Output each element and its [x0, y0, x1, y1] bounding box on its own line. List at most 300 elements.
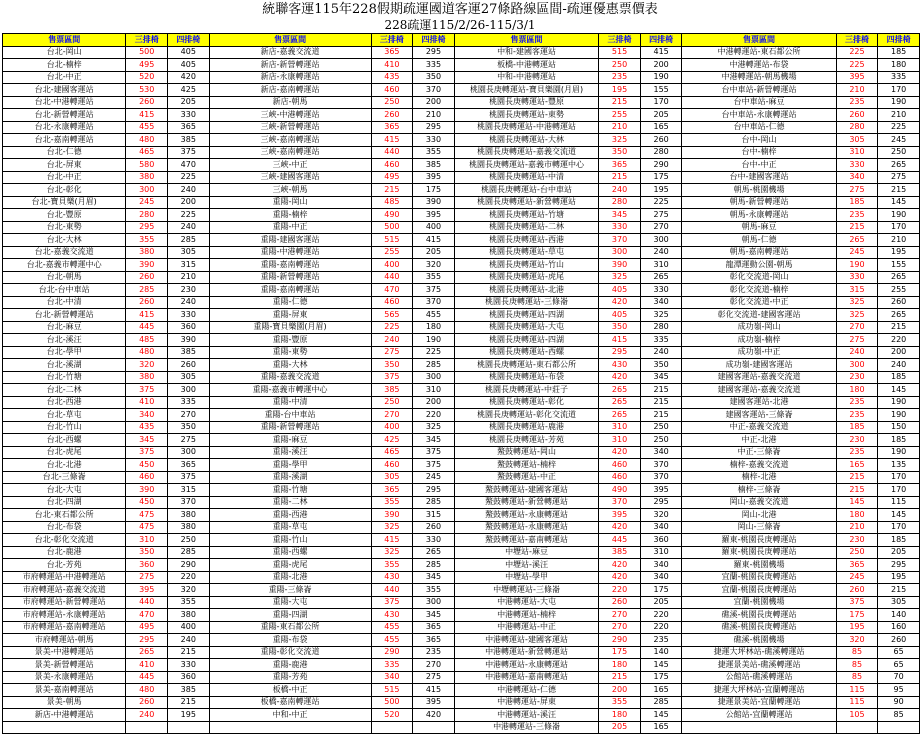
route-cell: 重陽-東石都公所 [209, 621, 371, 634]
route-cell: 台中車站-新營轉運站 [682, 84, 836, 97]
route-cell: 彰化交流道-楠梓 [682, 284, 836, 297]
four-seat-price: 190 [878, 396, 920, 409]
four-seat-price: 215 [168, 646, 210, 659]
three-seat-price: 445 [126, 321, 168, 334]
three-seat-price: 270 [599, 609, 641, 622]
four-seat-price: 175 [413, 184, 455, 197]
four-seat-price: 190 [878, 96, 920, 109]
three-seat-price: 260 [126, 271, 168, 284]
four-seat-price: 415 [640, 46, 682, 59]
three-seat-price: 285 [126, 284, 168, 297]
three-seat-price: 440 [371, 146, 413, 159]
three-seat-price: 445 [599, 534, 641, 547]
route-cell: 市府轉運站-中港轉運站 [3, 571, 126, 584]
route-cell: 景美-嘉南轉運站 [3, 684, 126, 697]
route-cell: 重陽-楠梓 [209, 209, 371, 222]
four-seat-header: 四排椅 [878, 34, 920, 47]
route-cell: 桃園長庚轉運站-竹塘 [454, 209, 598, 222]
four-seat-price: 205 [640, 596, 682, 609]
three-seat-price: 265 [599, 384, 641, 397]
route-cell: 桃園長庚轉運站-台中車站 [454, 184, 598, 197]
three-seat-price: 325 [836, 296, 878, 309]
three-seat-price: 225 [836, 46, 878, 59]
route-cell: 羅東-桃園機場 [682, 559, 836, 572]
three-seat-price: 395 [126, 584, 168, 597]
route-cell: 台北-楠梓 [3, 59, 126, 72]
route-cell: 中正-北港 [682, 434, 836, 447]
three-seat-price: 375 [126, 384, 168, 397]
four-seat-price: 240 [168, 221, 210, 234]
table-row [3, 121, 920, 134]
four-seat-price: 145 [640, 709, 682, 722]
route-cell: 台北-竹塘 [3, 371, 126, 384]
three-seat-price: 365 [371, 484, 413, 497]
four-seat-price: 405 [168, 46, 210, 59]
route-cell: 台中車站-永康轉運站 [682, 109, 836, 122]
three-seat-price: 420 [599, 521, 641, 534]
three-seat-price: 165 [836, 459, 878, 472]
four-seat-price: 200 [640, 59, 682, 72]
four-seat-price: 195 [878, 246, 920, 259]
route-cell: 桃園長庚轉運站-大林 [454, 134, 598, 147]
three-seat-price: 365 [599, 159, 641, 172]
three-seat-price: 355 [126, 234, 168, 247]
four-seat-price: 145 [640, 659, 682, 672]
route-cell: 景美-朝馬 [3, 696, 126, 709]
route-cell: 桃園長庚轉運站-中莊子 [454, 384, 598, 397]
table-row [3, 434, 920, 447]
four-seat-price: 250 [878, 146, 920, 159]
route-cell: 楠梓-北港 [682, 471, 836, 484]
four-seat-price: 215 [878, 321, 920, 334]
table-row [3, 109, 920, 122]
route-cell: 重陽-溪汪 [209, 446, 371, 459]
four-seat-price: 255 [878, 284, 920, 297]
three-seat-price: 475 [126, 509, 168, 522]
route-cell: 重陽-竹塘 [209, 484, 371, 497]
three-seat-price: 345 [126, 434, 168, 447]
table-row [3, 46, 920, 59]
four-seat-price: 65 [878, 659, 920, 672]
three-seat-price: 180 [599, 709, 641, 722]
route-cell: 重陽-麻豆 [209, 434, 371, 447]
route-cell: 台中-建國客運站 [682, 171, 836, 184]
four-seat-price: 305 [168, 371, 210, 384]
four-seat-price: 215 [640, 396, 682, 409]
four-seat-price: 225 [168, 171, 210, 184]
route-cell: 朝馬-永康轉運站 [682, 209, 836, 222]
three-seat-price: 320 [836, 634, 878, 647]
three-seat-price: 500 [126, 46, 168, 59]
table-row [3, 296, 920, 309]
four-seat-price: 285 [413, 496, 455, 509]
table-row [3, 246, 920, 259]
fare-table [2, 33, 920, 734]
four-seat-price: 330 [413, 134, 455, 147]
four-seat-price: 380 [168, 521, 210, 534]
table-row [3, 409, 920, 422]
route-cell: 重陽-中清 [209, 396, 371, 409]
three-seat-price: 465 [126, 146, 168, 159]
route-cell: 台北-嘉南轉運站 [3, 134, 126, 147]
route-cell: 中和-中港轉運站 [454, 71, 598, 84]
three-seat-price: 205 [599, 721, 641, 734]
four-seat-price: 370 [413, 296, 455, 309]
three-seat-price: 295 [126, 221, 168, 234]
four-seat-price: 335 [168, 396, 210, 409]
four-seat-price: 225 [168, 209, 210, 222]
four-seat-price: 195 [640, 184, 682, 197]
four-seat-price: 295 [878, 559, 920, 572]
three-seat-price: 490 [371, 209, 413, 222]
route-cell: 重陽-西螺 [209, 546, 371, 559]
four-seat-price: 375 [413, 459, 455, 472]
three-seat-header: 三排椅 [836, 34, 878, 47]
four-seat-price: 145 [878, 509, 920, 522]
route-cell: 桃園長庚轉運站-西螺 [454, 346, 598, 359]
route-cell: 鰲鼓轉運站-岡山 [454, 446, 598, 459]
three-seat-price: 275 [371, 346, 413, 359]
route-cell: 鰲鼓轉運站-楠梓 [454, 459, 598, 472]
table-row [3, 534, 920, 547]
route-cell: 重陽-學甲 [209, 459, 371, 472]
table-row [3, 234, 920, 247]
route-cell: 建國客運站-北港 [682, 396, 836, 409]
three-seat-price: 350 [599, 321, 641, 334]
four-seat-price: 90 [878, 696, 920, 709]
route-cell: 台北-溪湖 [3, 359, 126, 372]
four-seat-price: 330 [168, 659, 210, 672]
four-seat-price: 185 [878, 371, 920, 384]
table-row [3, 171, 920, 184]
four-seat-price: 270 [640, 221, 682, 234]
three-seat-price: 415 [126, 309, 168, 322]
route-cell [3, 721, 126, 734]
route-cell: 岡山-北港 [682, 509, 836, 522]
four-seat-price: 240 [640, 346, 682, 359]
route-cell: 重陽-彰化交流道 [209, 646, 371, 659]
three-seat-price: 355 [599, 696, 641, 709]
three-seat-price: 215 [836, 221, 878, 234]
three-seat-price: 370 [599, 234, 641, 247]
four-seat-price: 325 [640, 309, 682, 322]
four-seat-price: 150 [878, 421, 920, 434]
three-seat-price: 365 [836, 559, 878, 572]
route-cell: 台北-朝馬 [3, 271, 126, 284]
four-seat-price: 295 [413, 46, 455, 59]
four-seat-price: 175 [640, 671, 682, 684]
three-seat-price: 350 [126, 546, 168, 559]
three-seat-price: 385 [371, 384, 413, 397]
route-cell [209, 721, 371, 734]
three-seat-price: 235 [836, 96, 878, 109]
four-seat-price: 275 [168, 434, 210, 447]
three-seat-price: 225 [836, 59, 878, 72]
table-row [3, 396, 920, 409]
four-seat-price: 190 [878, 446, 920, 459]
three-seat-price: 395 [599, 509, 641, 522]
three-seat-price: 375 [126, 446, 168, 459]
four-seat-price: 240 [168, 184, 210, 197]
route-cell: 重陽-西港 [209, 509, 371, 522]
three-seat-price: 395 [836, 71, 878, 84]
three-seat-price: 190 [836, 259, 878, 272]
route-cell: 台北-永康轉運站 [3, 121, 126, 134]
three-seat-price: 275 [836, 184, 878, 197]
four-seat-price: 395 [413, 696, 455, 709]
three-seat-price: 460 [126, 471, 168, 484]
three-seat-price: 235 [836, 396, 878, 409]
route-cell: 彰化交流道-中正 [682, 296, 836, 309]
route-cell: 台北-四湖 [3, 496, 126, 509]
route-cell: 台北-麻豆 [3, 321, 126, 334]
three-seat-price: 375 [371, 596, 413, 609]
route-cell: 三峽-新營轉運站 [209, 121, 371, 134]
four-seat-price: 310 [640, 259, 682, 272]
three-seat-price: 480 [126, 346, 168, 359]
three-seat-price: 265 [599, 396, 641, 409]
four-seat-price: 390 [168, 334, 210, 347]
route-cell: 桃園長庚轉運站-東勢 [454, 109, 598, 122]
three-seat-price: 410 [371, 59, 413, 72]
four-seat-price: 330 [168, 309, 210, 322]
four-seat-price: 300 [413, 596, 455, 609]
four-seat-price: 220 [640, 621, 682, 634]
route-cell: 成功嶺-建國客運站 [682, 359, 836, 372]
route-cell: 市府轉運站-新營轉運站 [3, 596, 126, 609]
route-cell: 中港轉運站-建國客運站 [454, 634, 598, 647]
route-cell: 鰲鼓轉運站-永康轉運站 [454, 521, 598, 534]
four-seat-price: 175 [640, 171, 682, 184]
route-cell: 新店-嘉義交流道 [209, 46, 371, 59]
four-seat-price: 170 [878, 471, 920, 484]
three-seat-price: 265 [836, 234, 878, 247]
three-seat-price: 215 [371, 184, 413, 197]
three-seat-price: 520 [126, 71, 168, 84]
route-cell: 桃園長庚轉運站-中港轉運站 [454, 121, 598, 134]
route-cell: 中和-建國客運站 [454, 46, 598, 59]
three-seat-price: 310 [599, 434, 641, 447]
route-cell: 礁溪-桃園機場 [682, 634, 836, 647]
four-seat-price: 135 [878, 459, 920, 472]
three-seat-price: 260 [126, 96, 168, 109]
four-seat-price: 245 [878, 134, 920, 147]
four-seat-price: 385 [413, 159, 455, 172]
four-seat-price: 305 [168, 246, 210, 259]
route-cell: 台北-西螺 [3, 434, 126, 447]
three-seat-price: 195 [836, 621, 878, 634]
three-seat-price: 245 [836, 571, 878, 584]
three-seat-price: 355 [371, 496, 413, 509]
three-seat-price: 105 [836, 709, 878, 722]
route-cell: 台中車站-仁德 [682, 121, 836, 134]
route-cell: 重陽-岡山 [209, 196, 371, 209]
route-cell: 桃園長庚轉運站-彰化 [454, 396, 598, 409]
route-cell: 重陽-新營轉運站 [209, 271, 371, 284]
table-row [3, 346, 920, 359]
route-cell: 建國客運站-嘉義交流道 [682, 384, 836, 397]
four-seat-price: 165 [640, 121, 682, 134]
four-seat-price: 320 [168, 584, 210, 597]
three-seat-price: 375 [371, 371, 413, 384]
four-seat-price: 205 [640, 109, 682, 122]
three-seat-price: 480 [126, 134, 168, 147]
route-cell: 台北-布袋 [3, 521, 126, 534]
four-seat-price: 170 [878, 84, 920, 97]
route-cell: 重陽-虎尾 [209, 559, 371, 572]
four-seat-price: 215 [168, 696, 210, 709]
four-seat-price: 285 [168, 234, 210, 247]
three-seat-price: 235 [836, 209, 878, 222]
route-cell: 中壢站-學甲 [454, 571, 598, 584]
title-block [0, 2, 920, 33]
table-row [3, 71, 920, 84]
three-seat-price: 420 [599, 371, 641, 384]
three-seat-price: 460 [371, 296, 413, 309]
four-seat-price: 185 [878, 46, 920, 59]
route-cell: 成功嶺-中正 [682, 346, 836, 359]
three-seat-price: 410 [126, 659, 168, 672]
four-seat-price: 415 [413, 684, 455, 697]
three-seat-price: 375 [836, 596, 878, 609]
four-seat-price: 340 [640, 521, 682, 534]
route-cell: 桃園長庚轉運站-北港 [454, 284, 598, 297]
route-cell: 礁溪-桃園長庚轉運站 [682, 621, 836, 634]
route-cell: 台北-東勢 [3, 221, 126, 234]
four-seat-price: 220 [878, 334, 920, 347]
three-seat-price: 215 [836, 471, 878, 484]
three-seat-header: 三排椅 [126, 34, 168, 47]
route-cell: 重陽-竹山 [209, 534, 371, 547]
three-seat-price: 280 [836, 121, 878, 134]
route-cell: 板橋-嘉南轉運站 [209, 696, 371, 709]
four-seat-price: 225 [640, 196, 682, 209]
four-seat-price: 145 [878, 196, 920, 209]
three-seat-price: 450 [126, 459, 168, 472]
three-seat-price: 250 [371, 396, 413, 409]
four-seat-price: 190 [640, 71, 682, 84]
route-cell: 新店-朝馬 [209, 96, 371, 109]
route-cell: 成功嶺-岡山 [682, 321, 836, 334]
three-seat-price: 185 [836, 196, 878, 209]
three-seat-price: 85 [836, 671, 878, 684]
route-cell: 中港轉運站-中正 [454, 621, 598, 634]
three-seat-price: 470 [126, 609, 168, 622]
three-seat-price: 455 [371, 634, 413, 647]
three-seat-price: 390 [126, 484, 168, 497]
route-cell: 市府轉運站-嘉義交流道 [3, 584, 126, 597]
table-row [3, 621, 920, 634]
four-seat-price [168, 721, 210, 734]
three-seat-price: 325 [371, 521, 413, 534]
four-seat-price: 260 [640, 134, 682, 147]
three-seat-price: 115 [836, 684, 878, 697]
route-cell: 朝馬-仁德 [682, 234, 836, 247]
route-cell: 桃園長庚轉運站-嘉義市轉運中心 [454, 159, 598, 172]
three-seat-price [836, 721, 878, 734]
route-cell: 景美-新營轉運站 [3, 659, 126, 672]
table-row [3, 671, 920, 684]
route-cell: 公館站-宜蘭轉運站 [682, 709, 836, 722]
four-seat-price: 210 [168, 271, 210, 284]
route-cell: 中港轉運站-嘉南轉運站 [454, 671, 598, 684]
route-cell: 台北-台中車站 [3, 284, 126, 297]
table-row [3, 521, 920, 534]
four-seat-price: 280 [640, 321, 682, 334]
four-seat-price: 280 [640, 146, 682, 159]
route-cell: 台北-岡山 [3, 46, 126, 59]
three-seat-price: 185 [836, 421, 878, 434]
route-cell: 鰲鼓轉運站-嘉南轉運站 [454, 534, 598, 547]
header-row [3, 34, 920, 47]
four-seat-price: 180 [878, 59, 920, 72]
four-seat-price: 190 [878, 409, 920, 422]
three-seat-price: 460 [371, 84, 413, 97]
four-seat-price: 170 [878, 521, 920, 534]
route-cell: 市府轉運站-朝馬 [3, 634, 126, 647]
four-seat-price: 360 [640, 534, 682, 547]
three-seat-price: 250 [836, 546, 878, 559]
three-seat-price: 230 [836, 371, 878, 384]
route-cell: 重陽-嘉義交流道 [209, 371, 371, 384]
route-cell: 重陽-溪湖 [209, 471, 371, 484]
four-seat-price: 370 [640, 459, 682, 472]
four-seat-price: 220 [640, 609, 682, 622]
four-seat-price: 385 [168, 346, 210, 359]
three-seat-price: 265 [126, 646, 168, 659]
route-cell: 台北-學甲 [3, 346, 126, 359]
table-row [3, 571, 920, 584]
three-seat-price: 280 [599, 196, 641, 209]
four-seat-price: 345 [413, 609, 455, 622]
route-cell: 重陽-仁德 [209, 296, 371, 309]
route-cell: 重陽-台中車站 [209, 409, 371, 422]
four-seat-price: 215 [878, 184, 920, 197]
route-cell: 建國客運站-三條崙 [682, 409, 836, 422]
three-seat-price: 260 [836, 584, 878, 597]
table-row [3, 209, 920, 222]
route-cell: 宜蘭-桃園機場 [682, 596, 836, 609]
four-seat-price: 260 [878, 634, 920, 647]
route-cell: 重陽-嘉南轉運站 [209, 259, 371, 272]
three-seat-price: 300 [599, 246, 641, 259]
route-cell: 重陽-三條崙 [209, 584, 371, 597]
route-cell: 台北-草屯 [3, 409, 126, 422]
route-cell: 鰲鼓轉運站-新營轉運站 [454, 496, 598, 509]
route-cell: 新店-嘉南轉運站 [209, 84, 371, 97]
three-seat-price: 210 [836, 84, 878, 97]
route-cell: 台中車站-麻豆 [682, 96, 836, 109]
four-seat-price: 345 [413, 434, 455, 447]
route-cell: 三峽-中正 [209, 159, 371, 172]
route-cell: 桃園長庚轉運站-三條崙 [454, 296, 598, 309]
four-seat-price: 245 [413, 471, 455, 484]
route-cell: 朝馬-嘉南轉運站 [682, 246, 836, 259]
table-row [3, 146, 920, 159]
route-cell: 中和-中正 [209, 709, 371, 722]
four-seat-price: 265 [878, 159, 920, 172]
four-seat-price: 235 [640, 634, 682, 647]
route-cell: 桃園長庚轉運站-四湖 [454, 309, 598, 322]
route-cell: 成功嶺-楠梓 [682, 334, 836, 347]
four-seat-price: 225 [878, 121, 920, 134]
route-cell: 三峽-朝馬 [209, 184, 371, 197]
four-seat-price: 285 [640, 696, 682, 709]
four-seat-price: 170 [878, 484, 920, 497]
three-seat-price: 230 [836, 434, 878, 447]
four-seat-price: 340 [640, 446, 682, 459]
four-seat-price: 345 [413, 571, 455, 584]
